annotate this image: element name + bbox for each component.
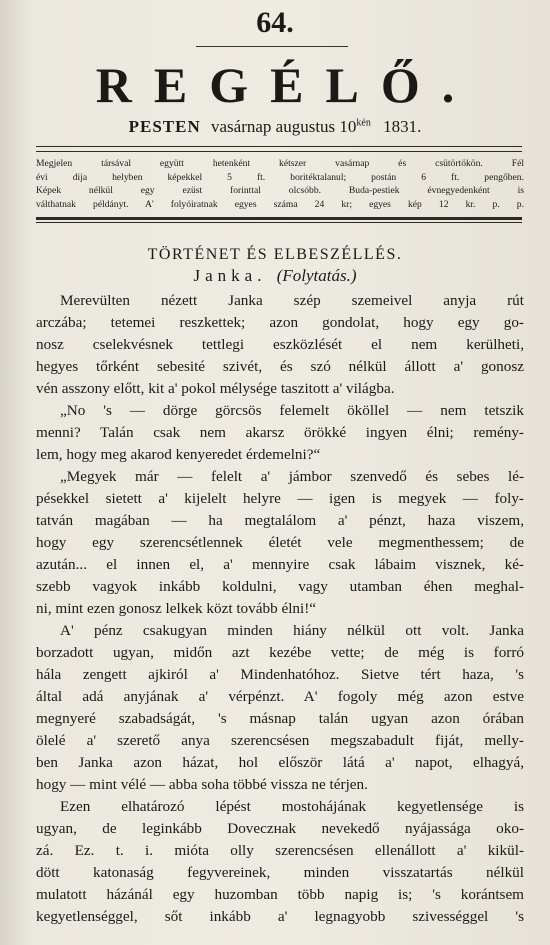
body-line: kegyetlenséggel, sőt inkább a' legnagyobb szivességgel 's xyxy=(36,908,524,925)
issue-number: 64. xyxy=(256,6,294,39)
body-line: pésekkel sietett a' kijelelt helyre — igen is megyek — foly- xyxy=(36,490,524,507)
masthead-title: REGÉLŐ. xyxy=(95,57,477,113)
story-title xyxy=(0,266,550,286)
article-body xyxy=(36,290,524,928)
notice-line: Megjelen társával együtt hetenként kétszer vasárnap és csütörtökön. Fél xyxy=(36,158,524,169)
body-line: dött katonaság fegyvereinek, minden visszatartás nélkül xyxy=(36,864,524,881)
divider xyxy=(36,146,522,147)
body-line: arczába; tetemei reszkettek; azon gondolat, hogy egy go- xyxy=(36,314,524,331)
section-title: TÖRTÉNET ÉS ELBESZÉLLÉS. xyxy=(147,246,403,263)
body-line: hogy egy szerencsétlennek életét vele megmenthessem; de xyxy=(36,534,524,551)
dateline-year: 1831. xyxy=(383,117,422,136)
body-line: menni? Talán csak nem akarsz örökké ingyen élni; remény- xyxy=(36,424,524,441)
divider xyxy=(36,217,522,220)
body-line: nosz cselekvésnek tettlegi eszközlését el nem kerülheti, xyxy=(36,336,524,353)
dateline-day: vasárnap augustus 10 xyxy=(211,117,357,136)
notice-line: évi dija helyben képekkel 5 ft. boritéktalanul; postán 6 ft. pengőben. xyxy=(36,171,524,183)
body-line: hegyes tőrként sebesité szivét, és szó nélkül állott a' gonosz xyxy=(36,358,524,375)
body-line: tatván magában — ha megtalálom a' pénzt, haza viszem, xyxy=(36,512,524,529)
story-continuation: (Folytatás.) xyxy=(276,266,357,285)
divider xyxy=(36,151,522,152)
notice-line: válthatnak példányt. A' folyóiratnak egyes száma 24 kr; egyes kép 12 kr. p. p. xyxy=(36,198,524,210)
story-name: Janka. xyxy=(193,266,267,285)
body-line: lem, hogy meg akarod kenyeredet érdemelni?“ xyxy=(36,446,321,463)
subscription-notice xyxy=(36,157,524,211)
body-line: A' pénz csakugyan minden hiány nélkül ott volt. Janka xyxy=(60,622,524,639)
body-line: ben Janka azon házat, hol először látá a' napot, elhagyá, xyxy=(36,754,524,771)
body-line: szebb vagyok inkább koldulni, vagy utamban éhen meghal- xyxy=(36,578,524,595)
body-line: azután... el innen el, a' mennyire csak lábaim visznek, ké- xyxy=(36,556,524,573)
notice-line: Képek nélkül egy ezüst forinttal olcsóbb. Buda-pestiek évnegyedenként is xyxy=(36,185,524,196)
body-line: ugyan, de leginkább Doveczнak nevekedő nyájassága oko- xyxy=(36,820,524,837)
body-line: Merevülten nézett Janka szép szemeivel anyja rút xyxy=(60,292,524,309)
divider xyxy=(36,222,522,223)
body-line: borzadott ugyan, midőn azt kezébe vette; de még is forró xyxy=(36,644,524,661)
dateline-day-suffix: kén xyxy=(356,117,371,129)
body-line: zá. Ez. t. i. mióta olly szerencsésen ellenállott a' kikül- xyxy=(36,842,524,859)
body-line: hogy — mint vélé — abba soha többé vissza ne térjen. xyxy=(36,776,368,793)
body-line: „Megyek már — felelt a' jámbor szenvedő és sebes lé- xyxy=(60,468,524,485)
divider xyxy=(196,46,348,47)
body-line: vén asszony előtt, kit a' pokol mélysége taszitott a' világba. xyxy=(36,380,395,397)
body-line: ni, mint ezen gonosz lelkek közt tovább élni!“ xyxy=(36,600,317,617)
body-line: hála zengett ajkiról a' Mindenhatóhoz. Sietve tért haza, 's xyxy=(36,666,524,683)
body-line: mulatott házánál egy huzomban több napig is; 's korántsem xyxy=(36,886,524,903)
dateline-place: PESTEN xyxy=(128,117,201,136)
body-line: Ezen elhatározó lépést mostohájának kegyetlensége is xyxy=(60,798,524,815)
dateline xyxy=(0,117,550,137)
body-line: ölelé a' szerető anya szerencsésen megszabadult fiját, melly- xyxy=(36,732,524,749)
body-line: által adá anyjának a' vérpénzt. A' fogoly még azon estve xyxy=(36,688,524,705)
body-line: „No 's — dörge görcsös felemelt ököllel — nem tetszik xyxy=(60,402,524,419)
body-line: megnyeré szabadságát, 's másnap talán ugyan azon órában xyxy=(36,710,524,727)
